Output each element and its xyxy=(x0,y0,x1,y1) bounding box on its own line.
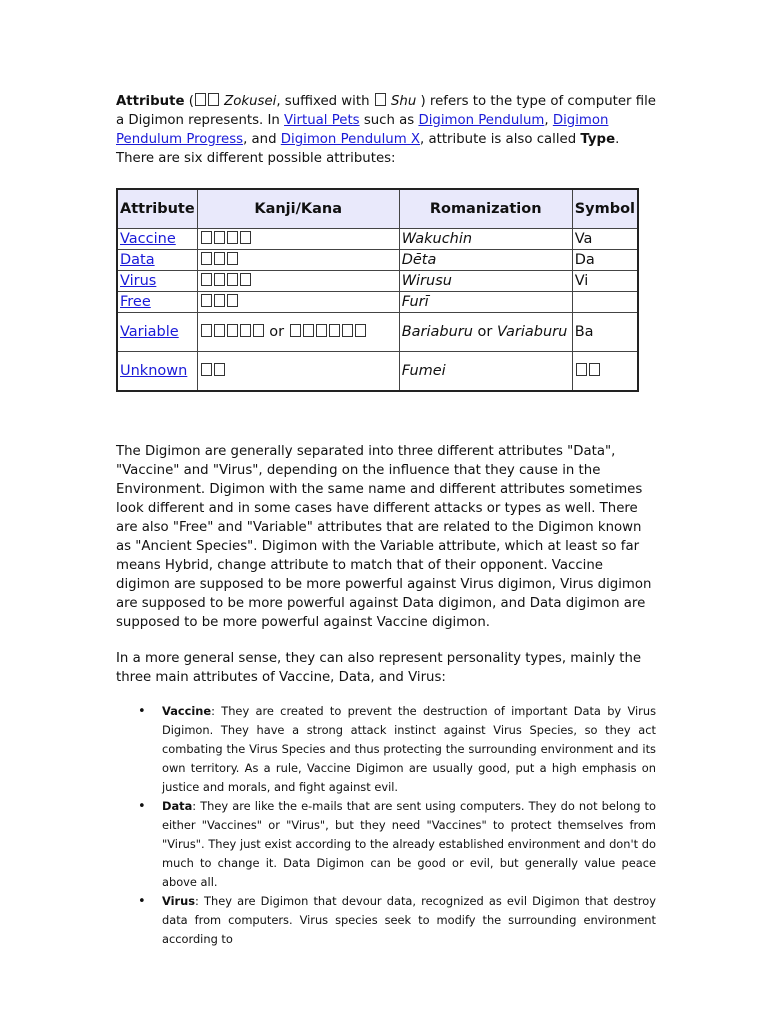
romanization: Bariaburu xyxy=(401,323,473,340)
kanji-glyph xyxy=(195,93,206,106)
table-row xyxy=(117,313,638,352)
link-digimon-pendulum-x[interactable]: Digimon Pendulum X xyxy=(280,132,421,147)
intro-text: , attribute is also called xyxy=(420,132,581,147)
bullet-text: : They are Digimon that devour data, recognized as evil Digimon that destroy data from computers. Virus species seek to modify the surrounding environment according to xyxy=(162,894,656,946)
link-virus[interactable]: Virus xyxy=(120,272,157,289)
document-page xyxy=(116,92,656,946)
symbol xyxy=(572,352,638,392)
jp-suffix: Shu xyxy=(390,94,417,109)
link-data[interactable]: Data xyxy=(120,251,155,268)
kana-or: or xyxy=(264,323,289,340)
link-virtual-pets[interactable]: Virtual Pets xyxy=(284,113,360,128)
intro-text: ) refers to the type of computer file a Digimon represents. In xyxy=(116,94,656,128)
link-vaccine[interactable]: Vaccine xyxy=(120,230,176,247)
header-attribute: Attribute xyxy=(117,189,197,229)
kana-cell xyxy=(197,292,399,313)
romanization: Wirusu xyxy=(401,272,452,289)
table-row xyxy=(117,229,638,250)
header-kanji-kana: Kanji/Kana xyxy=(197,189,399,229)
link-unknown[interactable]: Unknown xyxy=(120,362,188,379)
symbol: Vi xyxy=(572,271,638,292)
table-row xyxy=(117,250,638,271)
kana-cell xyxy=(197,229,399,250)
kana-cell xyxy=(197,352,399,392)
kana-cell xyxy=(197,250,399,271)
symbol: Da xyxy=(572,250,638,271)
bullet-text: : They are created to prevent the destruction of important Data by Virus Digimon. They have a strong attack instinct against Virus Species, so they act combating the Virus Species and thus protecting the surrounding environment and its own territory. As a rule, Vaccine Digimon are usually good, put a high emphasis on justice and morals, and fight against evil. xyxy=(162,704,656,794)
paragraph-personality: In a more general sense, they can also represent personality types, mainly the three main attributes of Vaccine, Data, and Virus: xyxy=(116,651,642,685)
kana-cell xyxy=(197,271,399,292)
romanization: Fumei xyxy=(401,362,446,379)
table-header-row xyxy=(117,189,638,229)
header-romanization: Romanization xyxy=(399,189,572,229)
kanji-glyph xyxy=(375,93,386,106)
intro-text: such as xyxy=(359,113,419,128)
intro-text: ( xyxy=(184,94,194,109)
symbol: Ba xyxy=(572,313,638,352)
type-term: Type xyxy=(580,132,616,147)
intro-text: , xyxy=(544,113,553,128)
jp-term: Zokusei xyxy=(224,94,277,109)
link-digimon-pendulum[interactable]: Digimon Pendulum xyxy=(418,113,545,128)
bullet-text: : They are like the e-mails that are sent using computers. They do not belong to either "Vaccines" or "Virus", but they need "Vaccines" to protect themselves from "Virus". They just exist according to the already established environment and don't do much to change it. Data Digimon can be good or evil, but generally value peace above all. xyxy=(162,799,656,889)
kanji-glyph xyxy=(208,93,219,106)
link-variable[interactable]: Variable xyxy=(120,323,179,340)
romanization: Dēta xyxy=(401,251,437,268)
kana-cell xyxy=(197,313,399,352)
romanization: Furī xyxy=(401,293,429,310)
list-item xyxy=(116,797,656,892)
intro-text: . There are six different possible attributes: xyxy=(116,132,620,166)
bullet-term: Data xyxy=(162,799,193,813)
symbol: Va xyxy=(572,229,638,250)
intro-text: , and xyxy=(243,132,281,147)
romanization: Variaburu xyxy=(497,323,568,340)
bullet-icon: • xyxy=(138,894,146,909)
link-free[interactable]: Free xyxy=(120,293,151,310)
bullet-term: Vaccine xyxy=(162,704,212,718)
symbol xyxy=(572,292,638,313)
intro-text: , suffixed with xyxy=(276,94,374,109)
list-item xyxy=(116,702,656,797)
table-row xyxy=(117,271,638,292)
attributes-table xyxy=(116,188,639,392)
list-item xyxy=(116,892,656,949)
table-row xyxy=(117,292,638,313)
header-symbol: Symbol xyxy=(572,189,638,229)
table-row xyxy=(117,352,638,392)
intro-paragraph xyxy=(116,92,656,168)
romanization: Wakuchin xyxy=(401,230,473,247)
link-digimon-pendulum-progress[interactable]: Digimon Pendulum Progress xyxy=(116,113,609,147)
bullet-term: Virus xyxy=(162,894,196,908)
paragraph-influence: The Digimon are generally separated into three different attributes "Data", "Vaccine" and "Virus", depending on the influence that they cause in the Environment. Digimon with the same name and different attributes sometimes look different and in some cases have different attacks or types as well. There are also "Free" and "Variable" attributes that are related to the Digimon known as "Ancient Species". Digimon with the Variable attribute, which at least so far means Hybrid, change attribute to match that of their opponent. Vaccine digimon are supposed to be more powerful against Virus digimon, Virus digimon are supposed to be more powerful against Data digimon, and Data digimon are supposed to be more powerful against Vaccine digimon. xyxy=(116,444,652,630)
attribute-term: Attribute xyxy=(116,94,185,109)
bullet-icon: • xyxy=(138,799,146,814)
romanization-or: or xyxy=(472,323,498,340)
bullet-icon: • xyxy=(138,704,146,719)
attribute-bullets xyxy=(116,702,656,949)
